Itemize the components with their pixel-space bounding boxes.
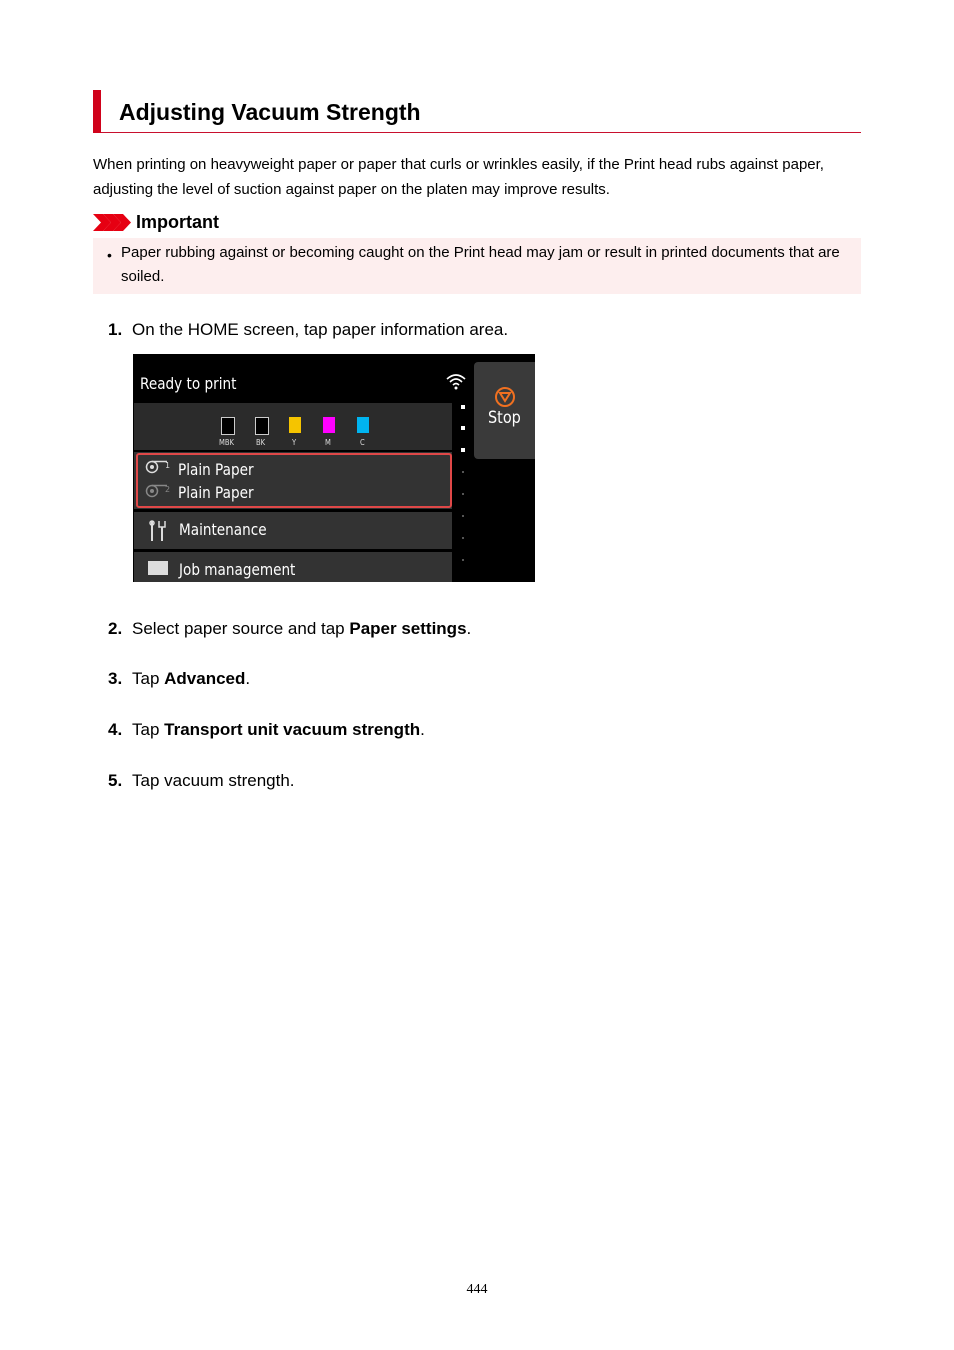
step-number: 2. [108, 619, 123, 638]
step-2 [108, 618, 471, 640]
step-number: 5. [108, 771, 123, 790]
job-management-menu-item[interactable] [134, 552, 452, 582]
scroll-indicator-dot [462, 493, 464, 495]
section-heading [93, 90, 861, 133]
step-1 [108, 319, 508, 341]
step-number: 1. [108, 320, 123, 339]
roll-index: 1 [165, 461, 171, 470]
scroll-indicator-dot [462, 515, 464, 517]
step-text: On the HOME screen, tap paper information area. [132, 320, 509, 339]
ink-y-indicator [289, 417, 301, 433]
ink-label: BK [256, 438, 266, 447]
page-number: 444 [466, 1282, 488, 1297]
ink-level-panel[interactable] [134, 403, 452, 450]
important-note-text: Paper rubbing against or becoming caught on the Print head may jam or result in printed documents that are soiled. [121, 244, 840, 285]
stop-button[interactable] [474, 362, 535, 459]
important-arrows-icon [93, 214, 131, 231]
stop-icon [494, 386, 516, 408]
step-3 [108, 668, 250, 690]
maintenance-menu-item[interactable] [134, 512, 452, 549]
step-number: 4. [108, 720, 123, 739]
maintenance-label: Maintenance [179, 520, 267, 539]
scroll-indicator-dot [461, 405, 465, 409]
scroll-indicator-dot [461, 426, 465, 430]
heading-accent-bar [93, 90, 101, 133]
step-text: Tap [132, 669, 165, 688]
ink-c-indicator [357, 417, 369, 433]
ink-bk-indicator [255, 417, 269, 435]
ink-m-indicator [323, 417, 335, 433]
roll-paper-icon [145, 484, 167, 498]
step-text-end: . [466, 619, 472, 638]
step-text-end: . [245, 669, 251, 688]
step-bold-term: Advanced [164, 669, 246, 688]
step-text-end: . [420, 720, 425, 739]
ink-label: Y [292, 438, 297, 447]
important-title: Important [136, 212, 219, 232]
paper-source-2: Plain Paper [178, 483, 254, 502]
roll-paper-icon [145, 460, 167, 474]
screen-status-title: Ready to print [140, 374, 237, 393]
scroll-indicator-dot [462, 471, 464, 473]
stop-button-label: Stop [488, 408, 521, 428]
paper-source-1: Plain Paper [178, 460, 254, 479]
step-text: Tap [132, 720, 165, 739]
step-5 [108, 770, 295, 792]
ink-label: MBK [219, 438, 234, 447]
step-text: Tap vacuum strength. [132, 771, 295, 790]
ink-label: C [360, 438, 365, 447]
scroll-indicator-dot [462, 537, 464, 539]
important-note-box [93, 238, 861, 294]
step-number: 3. [108, 669, 123, 688]
step-bold-term: Paper settings [349, 619, 467, 638]
printer-home-screen [133, 354, 535, 582]
job-management-label: Job management [179, 560, 296, 579]
ink-mbk-indicator [221, 417, 235, 435]
intro-paragraph: When printing on heavyweight paper or paper that curls or wrinkles easily, if the Print head rubs against paper, adjusting the level of suction against paper on the platen may improve results. [93, 156, 824, 198]
wifi-icon [445, 372, 467, 390]
ink-label: M [325, 438, 331, 447]
maintenance-tools-icon [148, 519, 168, 543]
step-4 [108, 719, 425, 741]
job-management-icon [148, 561, 168, 575]
step-bold-term: Transport unit vacuum strength [164, 720, 421, 739]
roll-index: 2 [165, 485, 171, 494]
scroll-indicator-dot [461, 448, 465, 452]
bullet-marker: • [107, 247, 112, 263]
scroll-indicator-dot [462, 559, 464, 561]
page-title: Adjusting Vacuum Strength [119, 99, 421, 125]
step-text: Select paper source and tap [132, 619, 350, 638]
